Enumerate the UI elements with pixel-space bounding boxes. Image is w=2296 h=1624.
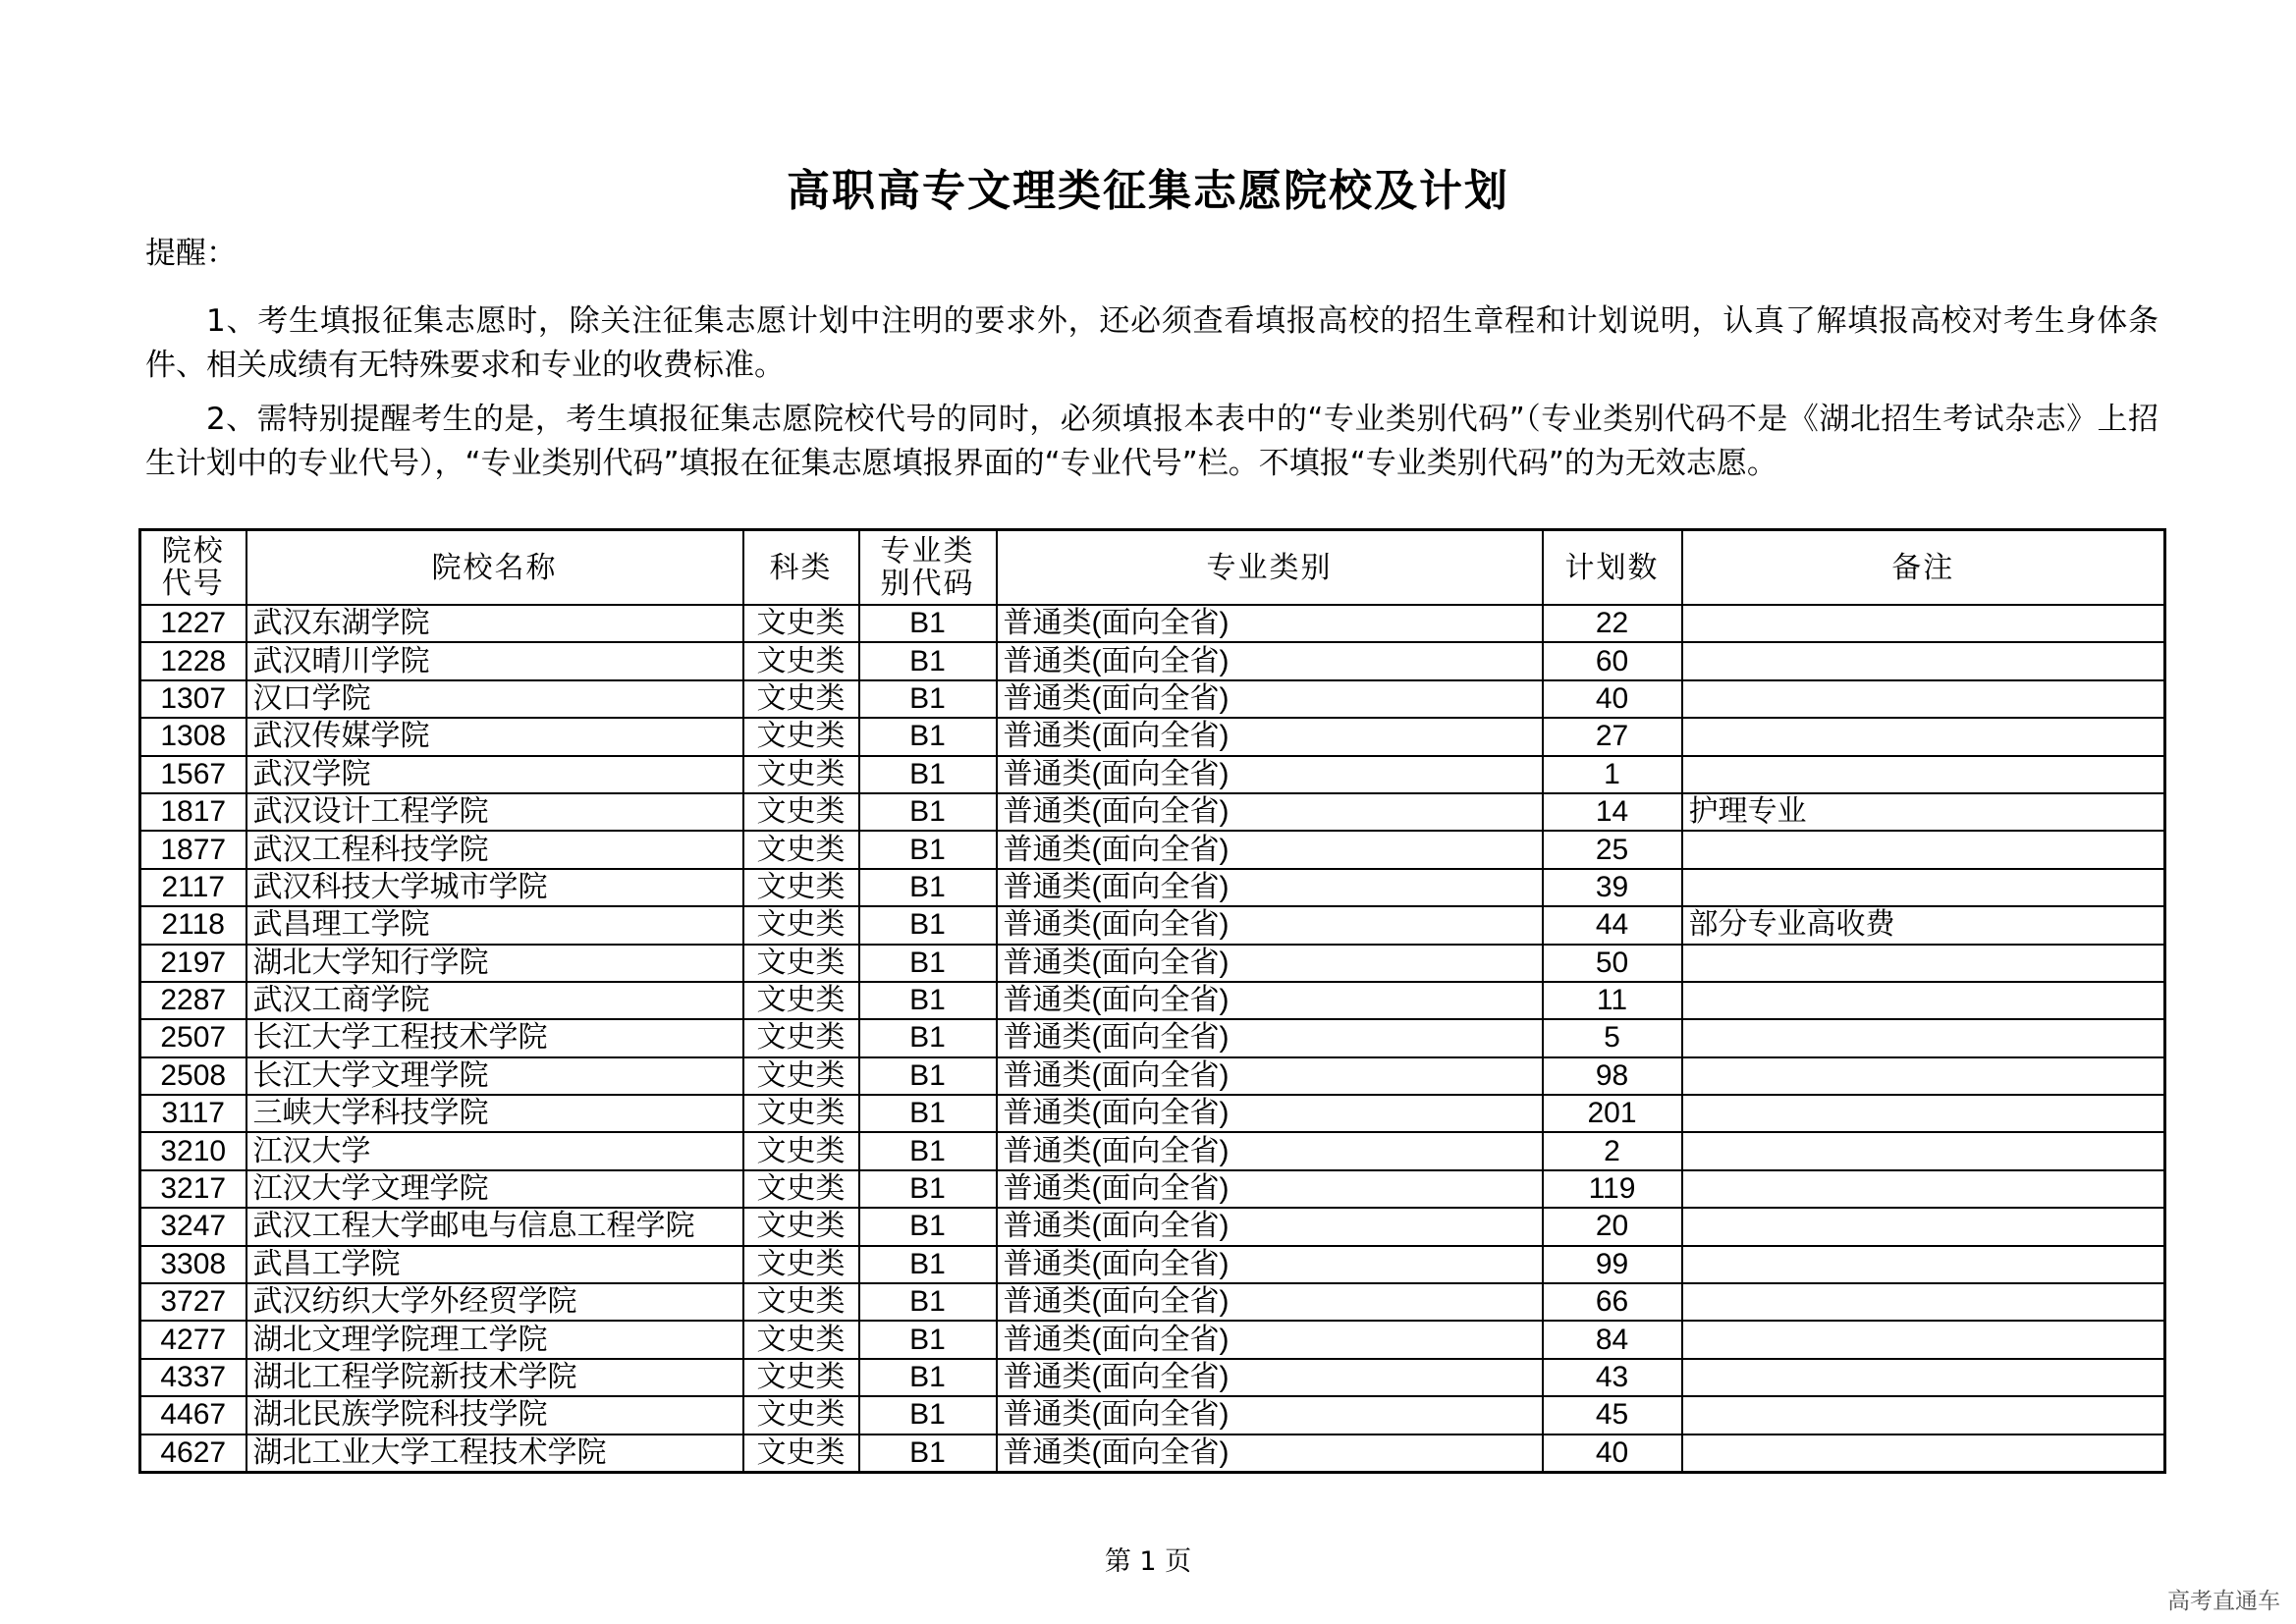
major-code-cell: B1 (859, 756, 997, 793)
remark-cell (1682, 982, 2165, 1019)
table-row (140, 605, 2165, 642)
school-name-cell: 武汉工程大学邮电与信息工程学院 (246, 1208, 743, 1245)
table-row (140, 1057, 2165, 1095)
header-school-code (140, 530, 246, 606)
category-cell: 文史类 (743, 1170, 859, 1208)
header-category: 科类 (743, 530, 859, 606)
page-title: 高职高专文理类征集志愿院校及计划 (787, 166, 1509, 216)
school-name-cell: 武汉传媒学院 (246, 718, 743, 755)
plan-count-cell: 2 (1543, 1132, 1682, 1169)
plan-count-cell: 1 (1543, 756, 1682, 793)
remark-cell (1682, 1321, 2165, 1358)
remark-cell (1682, 642, 2165, 679)
major-code-cell: B1 (859, 680, 997, 718)
school-code-cell: 2118 (140, 906, 246, 944)
major-type-cell: 普通类(面向全省) (997, 1359, 1543, 1396)
school-name-cell: 武汉东湖学院 (246, 605, 743, 642)
major-code-cell: B1 (859, 605, 997, 642)
plan-count-cell: 50 (1543, 945, 1682, 982)
reminder-heading: 提醒： (145, 236, 237, 271)
school-code-cell: 1567 (140, 756, 246, 793)
school-name-cell: 湖北工业大学工程技术学院 (246, 1435, 743, 1473)
school-name-cell: 江汉大学文理学院 (246, 1170, 743, 1208)
category-cell: 文史类 (743, 605, 859, 642)
table-row (140, 1283, 2165, 1321)
school-code-cell: 4627 (140, 1435, 246, 1473)
school-name-cell: 武汉学院 (246, 756, 743, 793)
remark-cell (1682, 1057, 2165, 1095)
table-row (140, 718, 2165, 755)
category-cell: 文史类 (743, 1435, 859, 1473)
school-name-cell: 武汉工商学院 (246, 982, 743, 1019)
category-cell: 文史类 (743, 869, 859, 906)
remark-cell (1682, 1132, 2165, 1169)
school-code-cell: 2507 (140, 1019, 246, 1056)
table-row (140, 793, 2165, 831)
plan-count-cell: 14 (1543, 793, 1682, 831)
remark-cell (1682, 756, 2165, 793)
school-name-cell: 湖北民族学院科技学院 (246, 1396, 743, 1434)
remark-cell (1682, 718, 2165, 755)
plan-count-cell: 84 (1543, 1321, 1682, 1358)
school-name-cell: 武汉纺织大学外经贸学院 (246, 1283, 743, 1321)
major-code-cell: B1 (859, 1132, 997, 1169)
school-name-cell: 三峡大学科技学院 (246, 1095, 743, 1132)
watermark: 高考直通车 (2167, 1589, 2280, 1614)
table-row (140, 831, 2165, 868)
school-code-cell: 3247 (140, 1208, 246, 1245)
plan-count-cell: 119 (1543, 1170, 1682, 1208)
category-cell: 文史类 (743, 1359, 859, 1396)
table-header-row (140, 530, 2165, 606)
table-row (140, 1246, 2165, 1283)
major-code-cell: B1 (859, 945, 997, 982)
page-number: 第 1 页 (1104, 1546, 1192, 1577)
major-type-cell: 普通类(面向全省) (997, 605, 1543, 642)
plan-count-cell: 66 (1543, 1283, 1682, 1321)
remark-cell (1682, 1396, 2165, 1434)
school-code-cell: 2117 (140, 869, 246, 906)
table-row (140, 642, 2165, 679)
school-code-cell: 1227 (140, 605, 246, 642)
plan-count-cell: 5 (1543, 1019, 1682, 1056)
remark-cell (1682, 945, 2165, 982)
remark-cell (1682, 605, 2165, 642)
remark-cell (1682, 1283, 2165, 1321)
major-type-cell: 普通类(面向全省) (997, 1132, 1543, 1169)
major-code-cell: B1 (859, 1019, 997, 1056)
category-cell: 文史类 (743, 945, 859, 982)
major-type-cell: 普通类(面向全省) (997, 756, 1543, 793)
category-cell: 文史类 (743, 906, 859, 944)
category-cell: 文史类 (743, 831, 859, 868)
header-plan-count: 计划数 (1543, 530, 1682, 606)
header-major-type: 专业类别 (997, 530, 1543, 606)
major-code-cell: B1 (859, 831, 997, 868)
category-cell: 文史类 (743, 982, 859, 1019)
table-row (140, 945, 2165, 982)
school-name-cell: 武汉晴川学院 (246, 642, 743, 679)
major-type-cell: 普通类(面向全省) (997, 1283, 1543, 1321)
table-row (140, 1019, 2165, 1056)
major-code-cell: B1 (859, 1057, 997, 1095)
major-type-cell: 普通类(面向全省) (997, 945, 1543, 982)
category-cell: 文史类 (743, 1132, 859, 1169)
category-cell: 文史类 (743, 718, 859, 755)
header-major-code-line-2: 别代码 (880, 567, 975, 601)
header-school-name: 院校名称 (246, 530, 743, 606)
major-code-cell: B1 (859, 642, 997, 679)
plan-count-cell: 22 (1543, 605, 1682, 642)
remark-cell (1682, 680, 2165, 718)
school-code-cell: 4467 (140, 1396, 246, 1434)
remark-cell: 部分专业高收费 (1682, 906, 2165, 944)
plan-count-cell: 60 (1543, 642, 1682, 679)
major-type-cell: 普通类(面向全省) (997, 831, 1543, 868)
category-cell: 文史类 (743, 642, 859, 679)
plan-count-cell: 45 (1543, 1396, 1682, 1434)
table-row (140, 756, 2165, 793)
school-code-cell: 1877 (140, 831, 246, 868)
major-type-cell: 普通类(面向全省) (997, 1321, 1543, 1358)
major-type-cell: 普通类(面向全省) (997, 1057, 1543, 1095)
table-row (140, 1359, 2165, 1396)
header-school-code-line-1: 院校 (161, 534, 225, 568)
major-code-cell: B1 (859, 1283, 997, 1321)
school-name-cell: 汉口学院 (246, 680, 743, 718)
category-cell: 文史类 (743, 680, 859, 718)
remark-cell: 护理专业 (1682, 793, 2165, 831)
school-code-cell: 1308 (140, 718, 246, 755)
school-name-cell: 长江大学文理学院 (246, 1057, 743, 1095)
plan-count-cell: 25 (1543, 831, 1682, 868)
category-cell: 文史类 (743, 756, 859, 793)
plan-count-cell: 40 (1543, 1435, 1682, 1473)
major-code-cell: B1 (859, 1359, 997, 1396)
category-cell: 文史类 (743, 793, 859, 831)
major-type-cell: 普通类(面向全省) (997, 642, 1543, 679)
table-row (140, 869, 2165, 906)
major-type-cell: 普通类(面向全省) (997, 982, 1543, 1019)
category-cell: 文史类 (743, 1321, 859, 1358)
major-type-cell: 普通类(面向全省) (997, 1170, 1543, 1208)
major-type-cell: 普通类(面向全省) (997, 1246, 1543, 1283)
remark-cell (1682, 1359, 2165, 1396)
major-code-cell: B1 (859, 982, 997, 1019)
school-name-cell: 武汉科技大学城市学院 (246, 869, 743, 906)
header-remark: 备注 (1682, 530, 2165, 606)
table-body (140, 605, 2165, 1472)
category-cell: 文史类 (743, 1208, 859, 1245)
major-code-cell: B1 (859, 1170, 997, 1208)
school-name-cell: 江汉大学 (246, 1132, 743, 1169)
header-school-code-line-2: 代号 (161, 567, 225, 601)
remark-cell (1682, 1170, 2165, 1208)
table-row (140, 680, 2165, 718)
major-type-cell: 普通类(面向全省) (997, 1019, 1543, 1056)
school-code-cell: 4277 (140, 1321, 246, 1358)
reminder-paragraph-1: 1、考生填报征集志愿时，除关注征集志愿计划中注明的要求外，还必须查看填报高校的招生章程和计划说明，认真了解填报高校对考生身体条件、相关成绩有无特殊要求和专业的收费标准。 (145, 303, 2159, 383)
major-type-cell: 普通类(面向全省) (997, 718, 1543, 755)
header-major-code-line-1: 专业类 (880, 534, 975, 568)
plan-count-cell: 27 (1543, 718, 1682, 755)
table-row (140, 1396, 2165, 1434)
plan-count-cell: 43 (1543, 1359, 1682, 1396)
remark-cell (1682, 1208, 2165, 1245)
remark-cell (1682, 1019, 2165, 1056)
school-code-cell: 2287 (140, 982, 246, 1019)
school-name-cell: 湖北大学知行学院 (246, 945, 743, 982)
school-name-cell: 武汉设计工程学院 (246, 793, 743, 831)
table-row (140, 1132, 2165, 1169)
school-code-cell: 4337 (140, 1359, 246, 1396)
plan-count-cell: 99 (1543, 1246, 1682, 1283)
plan-count-cell: 44 (1543, 906, 1682, 944)
major-code-cell: B1 (859, 1435, 997, 1473)
remark-cell (1682, 831, 2165, 868)
major-type-cell: 普通类(面向全省) (997, 1208, 1543, 1245)
category-cell: 文史类 (743, 1396, 859, 1434)
category-cell: 文史类 (743, 1283, 859, 1321)
remark-cell (1682, 1435, 2165, 1473)
major-type-cell: 普通类(面向全省) (997, 680, 1543, 718)
school-code-cell: 3308 (140, 1246, 246, 1283)
school-code-cell: 3727 (140, 1283, 246, 1321)
major-code-cell: B1 (859, 1246, 997, 1283)
plan-count-cell: 39 (1543, 869, 1682, 906)
table-row (140, 1435, 2165, 1473)
school-code-cell: 1817 (140, 793, 246, 831)
school-code-cell: 2508 (140, 1057, 246, 1095)
school-name-cell: 湖北文理学院理工学院 (246, 1321, 743, 1358)
plan-table (138, 528, 2166, 1474)
school-name-cell: 武汉工程科技学院 (246, 831, 743, 868)
major-code-cell: B1 (859, 869, 997, 906)
school-name-cell: 长江大学工程技术学院 (246, 1019, 743, 1056)
major-code-cell: B1 (859, 718, 997, 755)
category-cell: 文史类 (743, 1019, 859, 1056)
major-code-cell: B1 (859, 906, 997, 944)
major-type-cell: 普通类(面向全省) (997, 793, 1543, 831)
table-row (140, 1170, 2165, 1208)
school-name-cell: 湖北工程学院新技术学院 (246, 1359, 743, 1396)
table-row (140, 1208, 2165, 1245)
plan-count-cell: 40 (1543, 680, 1682, 718)
major-code-cell: B1 (859, 1208, 997, 1245)
plan-count-cell: 11 (1543, 982, 1682, 1019)
category-cell: 文史类 (743, 1095, 859, 1132)
major-type-cell: 普通类(面向全省) (997, 869, 1543, 906)
major-type-cell: 普通类(面向全省) (997, 1396, 1543, 1434)
major-code-cell: B1 (859, 1321, 997, 1358)
remark-cell (1682, 869, 2165, 906)
major-type-cell: 普通类(面向全省) (997, 906, 1543, 944)
school-code-cell: 3117 (140, 1095, 246, 1132)
school-code-cell: 3210 (140, 1132, 246, 1169)
school-code-cell: 1307 (140, 680, 246, 718)
major-code-cell: B1 (859, 1095, 997, 1132)
major-code-cell: B1 (859, 1396, 997, 1434)
school-name-cell: 武昌理工学院 (246, 906, 743, 944)
table-row (140, 1095, 2165, 1132)
major-type-cell: 普通类(面向全省) (997, 1095, 1543, 1132)
major-code-cell: B1 (859, 793, 997, 831)
category-cell: 文史类 (743, 1057, 859, 1095)
reminder-paragraph-2: 2、需特别提醒考生的是，考生填报征集志愿院校代号的同时，必须填报本表中的“专业类别代码”（专业类别代码不是《湖北招生考试杂志》上招生计划中的专业代号），“专业类别代码”填报在征集志愿填报界面的“专业代号”栏。不填报“专业类别代码”的为无效志愿。 (145, 402, 2159, 481)
plan-count-cell: 201 (1543, 1095, 1682, 1132)
plan-count-cell: 98 (1543, 1057, 1682, 1095)
school-code-cell: 2197 (140, 945, 246, 982)
remark-cell (1682, 1246, 2165, 1283)
school-name-cell: 武昌工学院 (246, 1246, 743, 1283)
remark-cell (1682, 1095, 2165, 1132)
table-row (140, 982, 2165, 1019)
major-type-cell: 普通类(面向全省) (997, 1435, 1543, 1473)
table-row (140, 1321, 2165, 1358)
category-cell: 文史类 (743, 1246, 859, 1283)
school-code-cell: 1228 (140, 642, 246, 679)
header-major-code (859, 530, 997, 606)
table-row (140, 906, 2165, 944)
plan-count-cell: 20 (1543, 1208, 1682, 1245)
school-code-cell: 3217 (140, 1170, 246, 1208)
